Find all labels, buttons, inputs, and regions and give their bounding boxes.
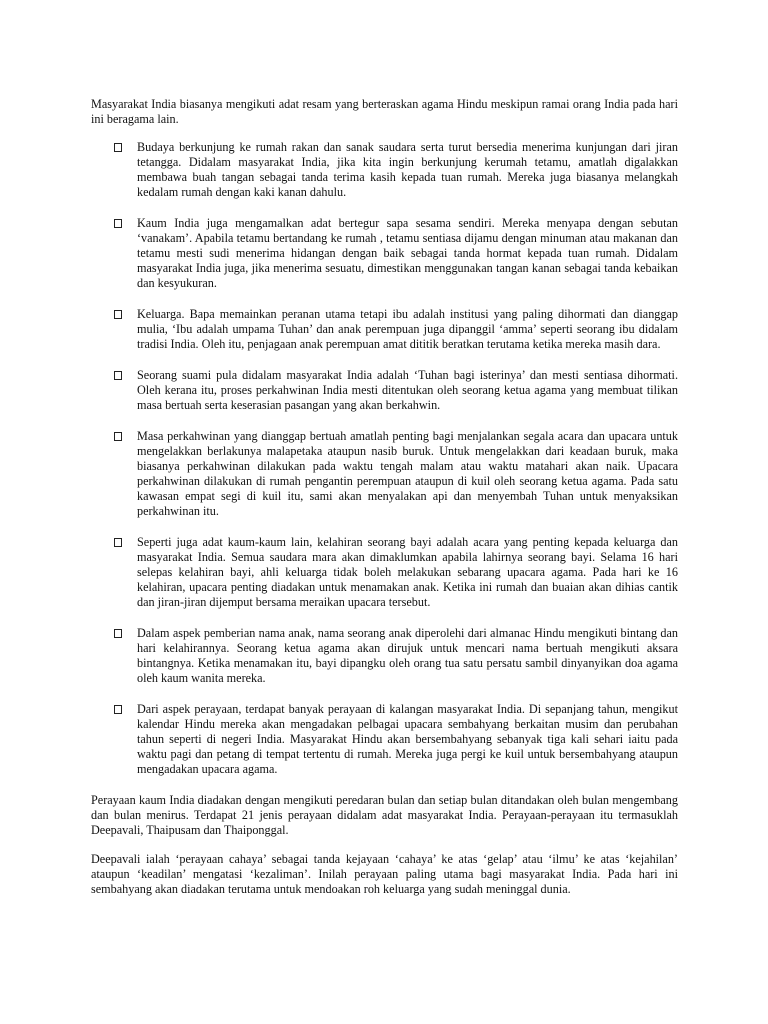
- list-item: [91, 429, 678, 519]
- list-item-text: Seperti juga adat kaum-kaum lain, kelahiran seorang bayi adalah acara yang penting kepada keluarga dan masyarakat India. Semua saudara mara akan dimaklumkan apabila lahirnya seorang bayi. Selama 16 hari selepas kelahiran bayi, ahli keluarga tidak boleh melakukan sebarang upacara agama. Pada hari ke 16 kelahiran, upacara penting diadakan untuk menamakan anak. Ketika ini rumah dan buaian akan dihias cantik dan jiran-jiran dijemput bersama meraikan upacara tersebut.: [137, 535, 678, 609]
- list-item: [91, 702, 678, 777]
- checkbox-bullet-icon: [114, 143, 122, 152]
- checkbox-bullet-icon: [114, 705, 122, 714]
- checkbox-bullet-icon: [114, 310, 122, 319]
- list-item-text: Dalam aspek pemberian nama anak, nama seorang anak diperolehi dari almanac Hindu mengikuti bintang dan hari kelahirannya. Seorang ketua agama akan dirujuk untuk mencari nama bertuah mengikuti aksara bintangnya. Ketika menamakan itu, bayi dipangku oleh orang tua satu persatu sambil dinyanyikan doa agama oleh kaum wanita mereka.: [137, 626, 678, 685]
- body-paragraph: Deepavali ialah ‘perayaan cahaya’ sebagai tanda kejayaan ‘cahaya’ ke atas ‘gelap’ atau ‘ilmu’ ke atas ‘kejahilan’ ataupun ‘keadilan’ mengatasi ‘kezaliman’. Inilah perayaan paling utama bagi masyarakat India. Pada hari ini sembahyang akan diadakan terutama untuk mendoakan roh keluarga yang sudah meninggal dunia.: [91, 852, 678, 896]
- list-item: [91, 626, 678, 686]
- list-item: [91, 535, 678, 610]
- list-item-text: Masa perkahwinan yang dianggap bertuah amatlah penting bagi menjalankan segala acara dan upacara untuk mengelakkan berlakunya malapetaka ataupun nasib buruk. Untuk mengelakkan dari keadaan buruk, maka biasanya perkahwinan dilakukan pada waktu tengah malam atau waktu matahari akan naik. Upacara perkahwinan dilakukan di rumah pengantin perempuan ataupun di kuil oleh seorang ketua agama. Pada satu kawasan empat segi di kuil itu, sami akan menyalakan api dan menyembah Tuhan untuk menyaksikan perkahwinan itu.: [137, 429, 678, 518]
- list-item-text: Dari aspek perayaan, terdapat banyak perayaan di kalangan masyarakat India. Di sepanjang tahun, mengikut kalendar Hindu mereka akan mengadakan pelbagai upacara sembahyang berkaitan musim dan perubahan tahun seperti di negeri India. Masyarakat Hindu akan bersembahyang sebanyak tiga kali sehari iaitu pada waktu pagi dan petang di tempat tertentu di rumah. Mereka juga pergi ke kuil untuk bersembahyang ataupun mengadakan upacara agama.: [137, 702, 678, 776]
- list-item-text: Kaum India juga mengamalkan adat bertegur sapa sesama sendiri. Mereka menyapa dengan sebutan ‘vanakam’. Apabila tetamu bertandang ke rumah , tetamu sentiasa dijamu dengan minuman atau makanan dan tetamu mesti sudi menerima hidangan dengan baik sebagai tanda hormat kepada tuan rumah. Didalam masyarakat India juga, jika menerima sesuatu, dimestikan menggunakan tangan kanan sebagai tanda kebaikan dan kesyukuran.: [137, 216, 678, 290]
- list-item: [91, 368, 678, 413]
- checkbox-bullet-icon: [114, 538, 122, 547]
- list-item: [91, 140, 678, 200]
- checkbox-bullet-icon: [114, 219, 122, 228]
- list-item: [91, 216, 678, 291]
- checkbox-bullet-icon: [114, 371, 122, 380]
- list-item-text: Budaya berkunjung ke rumah rakan dan sanak saudara serta turut bersedia menerima kunjungan dari jiran tetangga. Didalam masyarakat India, jika kita ingin berkunjung kerumah tetamu, amatlah digalakkan membawa buah tangan sebagai tanda terima kasih kepada tuan rumah. Mereka juga biasanya melangkah kedalam rumah dengan kaki kanan dahulu.: [137, 140, 678, 199]
- bullet-list: [91, 140, 678, 777]
- intro-paragraph: Masyarakat India biasanya mengikuti adat resam yang berteraskan agama Hindu meskipun ramai orang India pada hari ini beragama lain.: [91, 97, 678, 126]
- body-paragraph: Perayaan kaum India diadakan dengan mengikuti peredaran bulan dan setiap bulan ditandakan oleh bulan mengembang dan bulan menirus. Terdapat 21 jenis perayaan didalam adat masyarakat India. Perayaan-perayaan itu termasuklah Deepavali, Thaipusam dan Thaiponggal.: [91, 793, 678, 837]
- checkbox-bullet-icon: [114, 432, 122, 441]
- list-item: [91, 307, 678, 352]
- checkbox-bullet-icon: [114, 629, 122, 638]
- list-item-text: Keluarga. Bapa memainkan peranan utama tetapi ibu adalah institusi yang paling dihormati dan dianggap mulia, ‘Ibu adalah umpama Tuhan’ dan anak perempuan juga dipanggil ‘amma’ seperti seorang ibu didalam tradisi India. Oleh itu, penjagaan anak perempuan amat dititik beratkan terutama ketika mereka masih dara.: [137, 307, 678, 351]
- list-item-text: Seorang suami pula didalam masyarakat India adalah ‘Tuhan bagi isterinya’ dan mesti sentiasa dihormati. Oleh kerana itu, proses perkahwinan India mesti ditentukan oleh seorang ketua agama yang membuat tilikan masa bertuah serta keserasian pasangan yang akan berkahwin.: [137, 368, 678, 412]
- document-body: [91, 97, 678, 897]
